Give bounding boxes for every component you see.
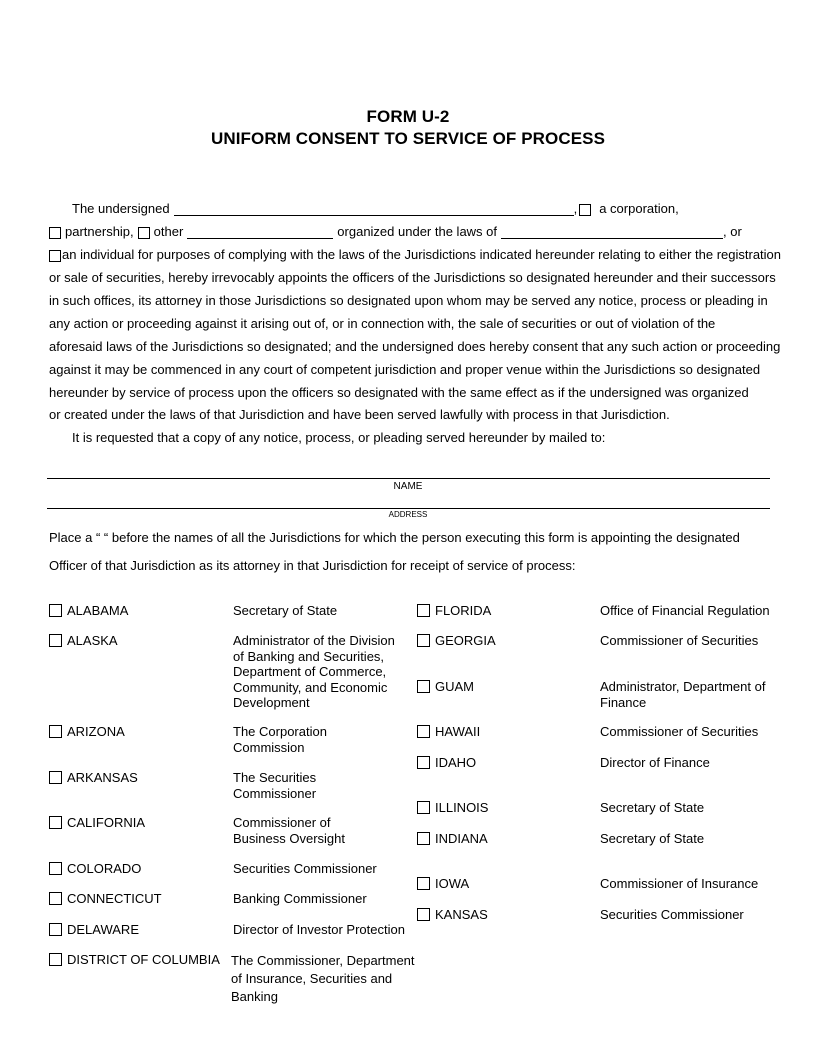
other-checkbox[interactable]: [138, 227, 150, 239]
officer-guam: Administrator, Department of Finance: [600, 679, 766, 710]
jurisdiction-colorado[interactable]: COLORADO: [49, 861, 141, 876]
paragraph-line-6: hereunder by service of process upon the officers so designated with the same effect as if the undersigned was organized: [49, 385, 749, 400]
corporation-checkbox[interactable]: [579, 204, 591, 216]
officer-alabama: Secretary of State: [233, 603, 338, 618]
instructions-line-1: Place a “ “ before the names of all the Jurisdictions for which the person executing this form is appointing the designated: [49, 530, 740, 545]
jurisdiction-california[interactable]: CALIFORNIA: [49, 815, 145, 830]
jurisdiction-guam[interactable]: GUAM: [417, 679, 474, 694]
individual-checkbox[interactable]: [49, 250, 61, 262]
hawaii-checkbox[interactable]: [417, 725, 430, 738]
jurisdiction-district-of-columbia[interactable]: DISTRICT OF COLUMBIA: [49, 952, 220, 967]
jurisdiction-alaska[interactable]: ALASKA: [49, 633, 118, 648]
iowa-checkbox[interactable]: [417, 877, 430, 890]
paragraph-line-5: against it may be commenced in any court of competent jurisdiction and proper venue within the Jurisdictions so designated: [49, 362, 761, 377]
officer-illinois: Secretary of State: [600, 800, 705, 815]
jurisdiction-delaware[interactable]: DELAWARE: [49, 922, 139, 937]
arizona-checkbox[interactable]: [49, 725, 62, 738]
entity-type-row: [49, 224, 742, 239]
officer-iowa: Commissioner of Insurance: [600, 876, 759, 891]
arkansas-checkbox[interactable]: [49, 771, 62, 784]
officer-indiana: Secretary of State: [600, 831, 705, 846]
officer-florida: Office of Financial Regulation: [600, 603, 770, 618]
paragraph-line-1: or sale of securities, hereby irrevocably appoints the officers of the Jurisdictions so designated hereunder and their successors: [49, 270, 776, 285]
undersigned-row: The undersigned , a corporation,: [72, 201, 679, 216]
jurisdiction-arizona[interactable]: ARIZONA: [49, 724, 125, 739]
alabama-checkbox[interactable]: [49, 604, 62, 617]
officer-arkansas: The Securities Commissioner: [233, 770, 317, 801]
connecticut-checkbox[interactable]: [49, 892, 62, 905]
indiana-checkbox[interactable]: [417, 832, 430, 845]
kansas-checkbox[interactable]: [417, 908, 430, 921]
jurisdiction-connecticut[interactable]: CONNECTICUT: [49, 891, 162, 906]
district-of-columbia-checkbox[interactable]: [49, 953, 62, 966]
undersigned-label: The undersigned: [72, 201, 170, 216]
partnership-label: partnership,: [65, 224, 134, 239]
officer-delaware: Director of Investor Protection: [233, 922, 405, 937]
alaska-checkbox[interactable]: [49, 634, 62, 647]
colorado-checkbox[interactable]: [49, 862, 62, 875]
jurisdiction-kansas[interactable]: KANSAS: [417, 907, 488, 922]
paragraph-line-2: in such offices, its attorney in those Jurisdictions so designated upon whom may be served any notice, process or pleading in: [49, 293, 768, 308]
jurisdiction-florida[interactable]: FLORIDA: [417, 603, 491, 618]
form-subtitle: UNIFORM CONSENT TO SERVICE OF PROCESS: [210, 129, 606, 148]
jurisdiction-idaho[interactable]: IDAHO: [417, 755, 476, 770]
officer-california: Commissioner of Business Oversight: [233, 815, 345, 846]
florida-checkbox[interactable]: [417, 604, 430, 617]
jurisdiction-georgia[interactable]: GEORGIA: [417, 633, 496, 648]
officer-district-of-columbia: The Commissioner, Department of Insurance, Securities and Banking: [231, 953, 415, 1004]
address-field-line[interactable]: [47, 508, 770, 509]
jurisdiction-hawaii[interactable]: HAWAII: [417, 724, 480, 739]
georgia-checkbox[interactable]: [417, 634, 430, 647]
officer-arizona: The Corporation Commission: [233, 724, 327, 755]
other-type-field[interactable]: [187, 226, 333, 239]
other-label: other: [153, 224, 184, 239]
individual-row: [49, 247, 781, 262]
illinois-checkbox[interactable]: [417, 801, 430, 814]
individual-text: an individual for purposes of complying with the laws of the Jurisdictions indicated hereunder relating to either the registration: [62, 247, 782, 262]
name-field-line[interactable]: [47, 478, 770, 479]
jurisdiction-indiana[interactable]: INDIANA: [417, 831, 488, 846]
guam-checkbox[interactable]: [417, 680, 430, 693]
jurisdiction-iowa[interactable]: IOWA: [417, 876, 469, 891]
jurisdiction-alabama[interactable]: ALABAMA: [49, 603, 128, 618]
idaho-checkbox[interactable]: [417, 756, 430, 769]
organized-laws-field[interactable]: [501, 226, 723, 239]
or-label: , or: [723, 224, 742, 239]
delaware-checkbox[interactable]: [49, 923, 62, 936]
officer-hawaii: Commissioner of Securities: [600, 724, 759, 739]
address-label: ADDRESS: [388, 510, 428, 519]
name-label: NAME: [393, 481, 423, 492]
form-title: FORM U-2: [366, 107, 450, 126]
officer-alaska: Administrator of the Division of Banking and Securities, Department of Commerce, Community, and Economic Development: [233, 633, 395, 710]
officer-kansas: Securities Commissioner: [600, 907, 744, 922]
jurisdiction-arkansas[interactable]: ARKANSAS: [49, 770, 138, 785]
officer-georgia: Commissioner of Securities: [600, 633, 759, 648]
instructions-line-2: Officer of that Jurisdiction as its attorney in that Jurisdiction for receipt of service of process:: [49, 558, 576, 573]
organized-under-label: organized under the laws of: [337, 224, 498, 239]
officer-connecticut: Banking Commissioner: [233, 891, 367, 906]
paragraph-line-4: aforesaid laws of the Jurisdictions so designated; and the undersigned does hereby consent that any such action or proceeding: [49, 339, 781, 354]
officer-idaho: Director of Finance: [600, 755, 710, 770]
jurisdiction-illinois[interactable]: ILLINOIS: [417, 800, 488, 815]
officer-colorado: Securities Commissioner: [233, 861, 377, 876]
undersigned-name-field[interactable]: [174, 203, 574, 216]
request-line: It is requested that a copy of any notice, process, or pleading served hereunder by mailed to:: [72, 430, 606, 445]
partnership-checkbox[interactable]: [49, 227, 61, 239]
california-checkbox[interactable]: [49, 816, 62, 829]
paragraph-line-3: any action or proceeding against it arising out of, or in connection with, the sale of securities or out of violation of the: [49, 316, 716, 331]
corporation-label: a corporation,: [599, 201, 679, 216]
paragraph-line-7: or created under the laws of that Jurisdiction and have been served lawfully with process in that Jurisdiction.: [49, 407, 670, 422]
